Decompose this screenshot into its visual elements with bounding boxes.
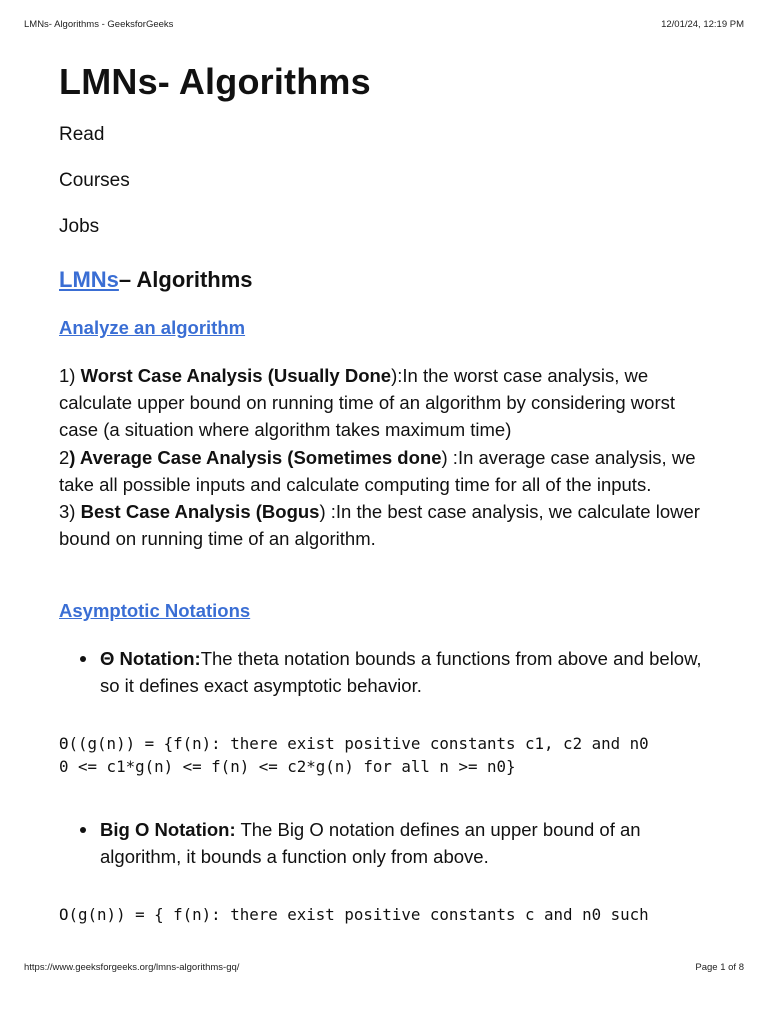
print-header-datetime: 12/01/24, 12:19 PM bbox=[661, 19, 744, 30]
item1-bold: Worst Case Analysis (Usually Done bbox=[80, 365, 392, 386]
section-heading bbox=[59, 266, 253, 294]
analyze-heading-link[interactable]: Analyze an algorithm bbox=[59, 317, 246, 338]
item2-prefix: 2 bbox=[59, 446, 70, 468]
print-footer bbox=[24, 962, 744, 976]
section-heading-rest: – Algorithms bbox=[118, 267, 253, 292]
theta-code-block bbox=[59, 733, 649, 778]
theta-bold: Θ Notation: bbox=[100, 648, 201, 669]
print-footer-page: Page 1 of 8 bbox=[695, 962, 744, 973]
code-line: 0 <= c1*g(n) <= f(n) <= c2*g(n) for all n >= n0} bbox=[59, 756, 516, 776]
code-line: Θ((g(n)) = {f(n): there exist positive constants c1, c2 and n0 bbox=[59, 734, 649, 753]
print-header-title: LMNs- Algorithms - GeeksforGeeks bbox=[24, 19, 174, 30]
item2-text: ) :In average case analysis, we take all possible inputs and calculate computing time for all of the inputs. bbox=[59, 446, 696, 495]
item3-prefix: 3) bbox=[59, 501, 81, 523]
lmns-link[interactable]: LMNs bbox=[59, 267, 119, 292]
nav-read-link[interactable]: Read bbox=[59, 124, 105, 145]
nav-jobs-link[interactable]: Jobs bbox=[59, 216, 100, 237]
item1-text: ):In the worst case analysis, we calculate upper bound on running time of an algorithm by considering worst case (a situation where algorithm takes maximum time) bbox=[59, 365, 676, 441]
article-content bbox=[59, 56, 719, 924]
item1-prefix: 1) bbox=[59, 365, 81, 386]
theta-text: The theta notation bounds a functions from above and below, so it defines exact asymptotic behavior. bbox=[100, 648, 702, 697]
item2-bold: ) Average Case Analysis (Sometimes done bbox=[69, 446, 442, 468]
print-header bbox=[24, 19, 744, 33]
bigo-bold: Big O Notation: bbox=[100, 819, 236, 840]
bullet-dot bbox=[80, 827, 86, 833]
list-item bbox=[59, 816, 719, 870]
page-title: LMNs- Algorithms bbox=[59, 61, 371, 102]
print-footer-url: https://www.geeksforgeeks.org/lmns-algorithms-gq/ bbox=[24, 962, 240, 973]
bullet-dot bbox=[80, 656, 86, 662]
bigo-list bbox=[59, 816, 719, 870]
analysis-paragraph bbox=[59, 362, 719, 552]
asymptotic-heading-link[interactable]: Asymptotic Notations bbox=[59, 600, 251, 621]
bigo-text: The Big O notation defines an upper bound of an algorithm, it bounds a function only from above. bbox=[100, 819, 641, 868]
code-line: O(g(n)) = { f(n): there exist positive constants c and n0 such bbox=[59, 905, 649, 924]
item3-text: ) :In the best case analysis, we calculate lower bound on running time of an algorithm. bbox=[59, 501, 700, 550]
theta-list bbox=[59, 645, 719, 699]
list-item bbox=[59, 645, 719, 699]
nav-courses-link[interactable]: Courses bbox=[59, 170, 130, 191]
bigo-code-block bbox=[59, 904, 649, 927]
item3-bold: Best Case Analysis (Bogus bbox=[80, 501, 320, 523]
